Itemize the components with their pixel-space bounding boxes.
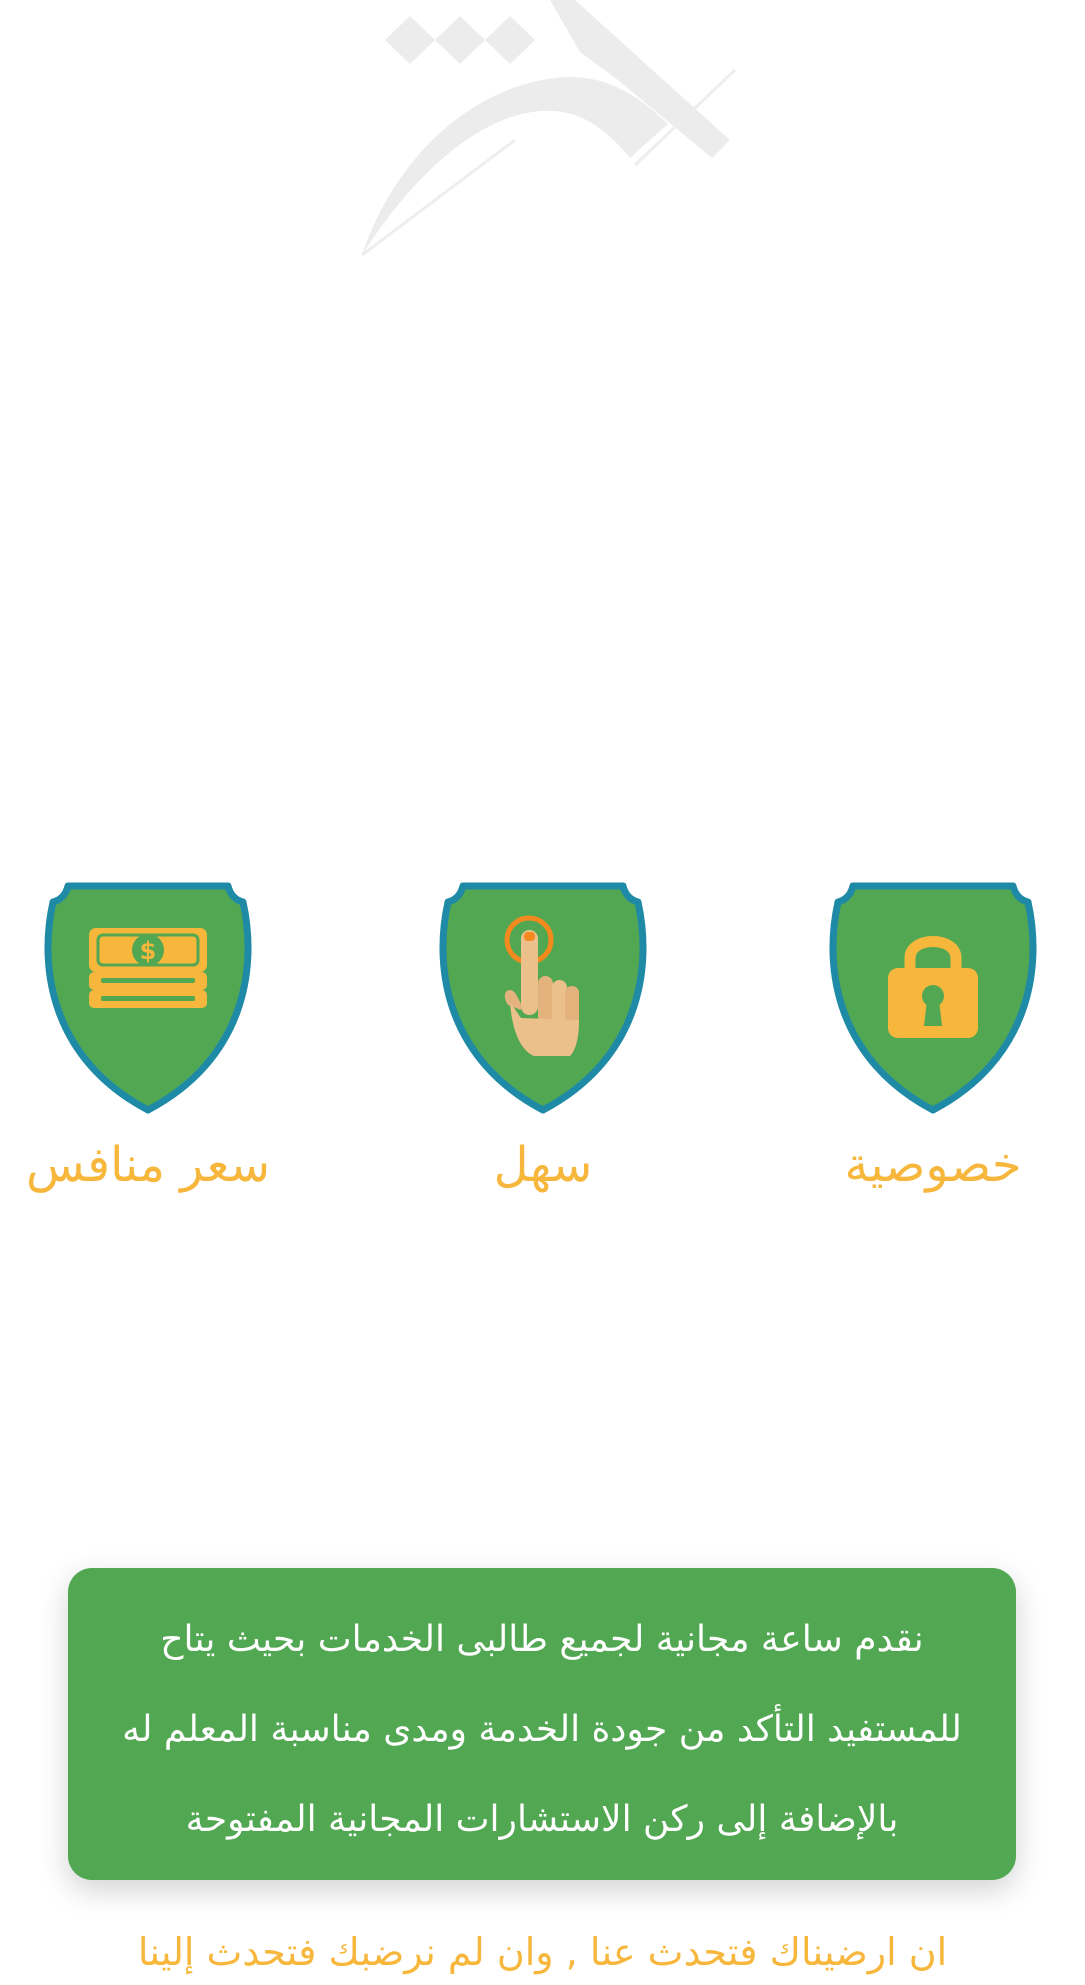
info-card	[68, 1568, 1016, 1880]
footer-tagline: ان ارضيناك فتحدث عنا , وان لم نرضبك فتحدث إلينا	[137, 1930, 948, 1974]
feature-easy	[393, 880, 693, 1192]
features-row	[0, 880, 1085, 1220]
svg-text:$: $	[139, 937, 157, 965]
feature-privacy	[783, 880, 1083, 1192]
shield-badge	[43, 880, 253, 1115]
logo-swoosh	[362, 77, 668, 255]
info-line-3: بالإضافة إلى ركن الاستشارات المجانية المفتوحة	[185, 1799, 899, 1840]
logo-dot-2	[435, 16, 485, 64]
logo-dot-3	[485, 16, 535, 64]
logo-dot-1	[385, 16, 435, 64]
app-logo	[350, 0, 740, 270]
feature-competitive-price	[0, 880, 298, 1192]
feature-label: خصوصية	[844, 1137, 1022, 1193]
shield-badge	[438, 880, 648, 1115]
feature-label: سهل	[493, 1137, 593, 1193]
money-stack-icon	[89, 928, 207, 1008]
feature-label: سعر منافس	[25, 1137, 271, 1193]
info-line-1: نقدم ساعة مجانية لجميع طالبى الخدمات بحيث يتاح	[160, 1619, 924, 1660]
info-line-2: للمستفيد التأكد من جودة الخدمة ومدى مناسبة المعلم له	[122, 1709, 962, 1750]
shield-badge	[828, 880, 1038, 1115]
